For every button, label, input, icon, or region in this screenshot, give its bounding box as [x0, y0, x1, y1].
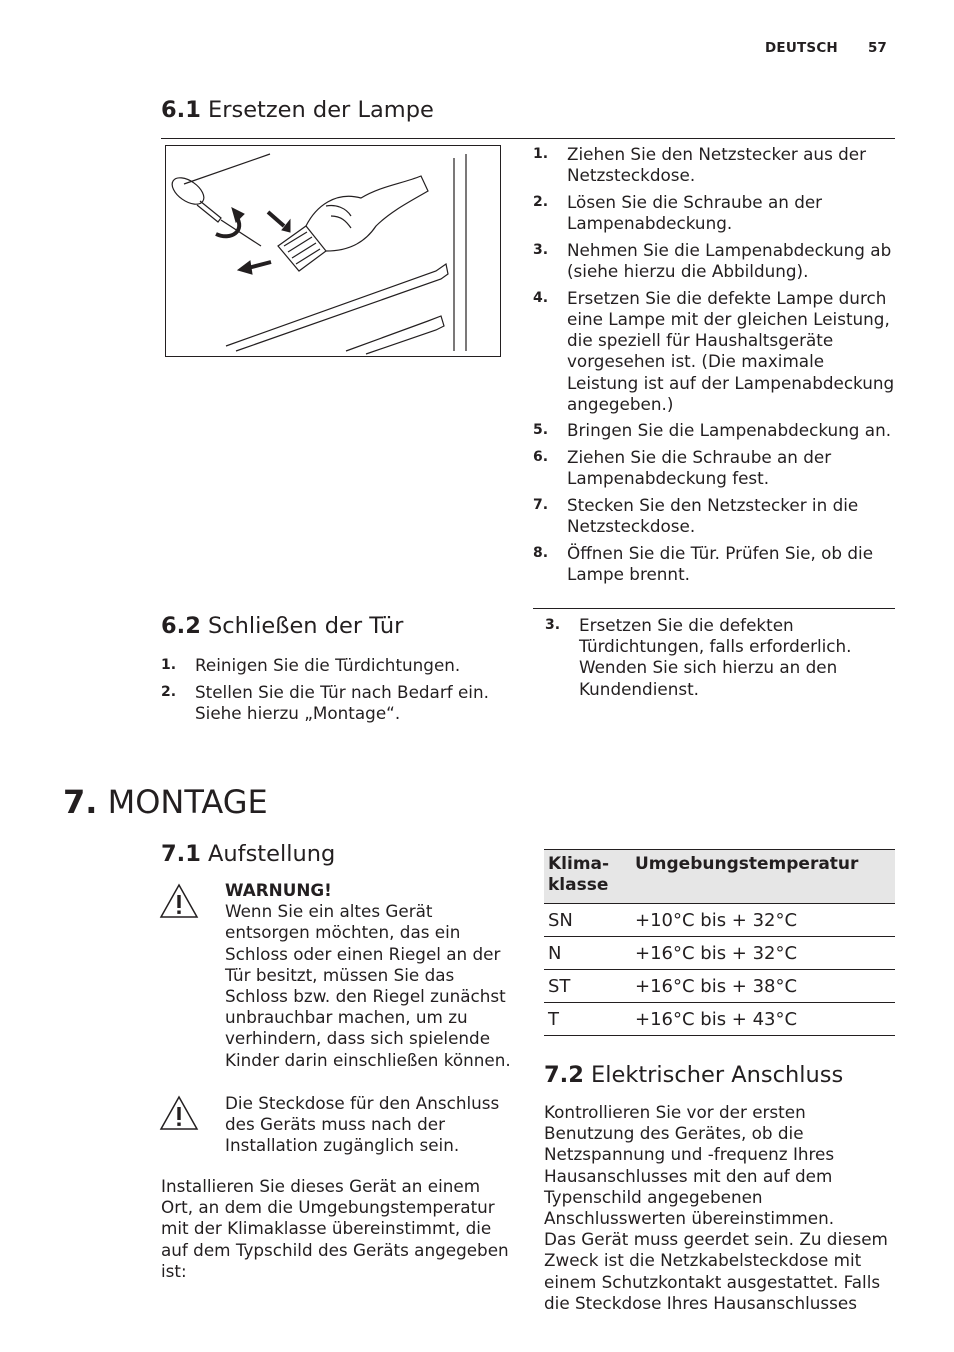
electrical-connection-text: [544, 1102, 895, 1314]
step-number: 3.: [545, 617, 561, 633]
table-row: [544, 1003, 895, 1036]
list-item: [533, 447, 895, 489]
step-number: 1.: [161, 657, 177, 673]
step-text: Ziehen Sie die Schraube an der Lampenabdeckung fest.: [567, 447, 832, 489]
table-cell: +16°C bis + 38°C: [631, 970, 895, 1003]
step-number: 7.: [533, 497, 549, 514]
list-item: [533, 543, 895, 585]
electrical-paragraph-1: Kontrollieren Sie vor der ersten Benutzung des Gerätes, ob die Netzspannung und -frequenz Ihres Hausanschlusses mit den auf dem Typenschild angegebenen Anschlusswerten übereinstimmen.: [544, 1102, 835, 1229]
step-text: Ziehen Sie den Netzstecker aus der Netzsteckdose.: [567, 144, 867, 186]
table-row: [544, 970, 895, 1003]
section-title: Schließen der Tür: [208, 613, 404, 639]
table-header-row: [544, 850, 895, 904]
warning-block: [225, 880, 513, 1071]
column-header: Umgebungstemperatur: [631, 850, 895, 904]
step-text: Bringen Sie die Lampenabdeckung an.: [567, 420, 892, 441]
table-cell: SN: [544, 904, 631, 937]
step-number: 8.: [533, 544, 549, 561]
section-6-1-heading: [161, 97, 434, 123]
table-cell: +10°C bis + 32°C: [631, 904, 895, 937]
lamp-replacement-illustration: [165, 145, 501, 357]
list-item: [161, 682, 506, 724]
list-item: [161, 655, 506, 676]
step-text: Lösen Sie die Schraube an der Lampenabdeckung.: [567, 191, 823, 234]
step-number: 4.: [533, 289, 549, 306]
step-text: Ersetzen Sie die defekte Lampe durch eine Lampe mit der gleichen Leistung, die speziell für Haushaltsgeräte vorgesehen ist. (Die maximale Leistung ist auf der Lampenabdeckung angegeben.): [567, 287, 895, 414]
caution-text: Die Steckdose für den Anschluss des Geräts muss nach der Installation zugänglich sein.: [225, 1093, 500, 1156]
list-item: [545, 615, 895, 700]
table-cell: ST: [544, 970, 631, 1003]
door-steps-list: [161, 655, 506, 730]
list-item: [533, 288, 895, 415]
table-row: [544, 937, 895, 970]
table-cell: +16°C bis + 43°C: [631, 1003, 895, 1036]
lamp-illustration-drawing: [166, 146, 500, 356]
section-6-2-heading: [161, 613, 403, 639]
section-title: Elektrischer Anschluss: [591, 1062, 844, 1088]
warning-title: WARNUNG!: [225, 880, 332, 900]
warning-triangle-icon: [159, 1095, 199, 1131]
door-steps-list-continued: [545, 615, 895, 705]
installation-paragraph: Installieren Sie dieses Gerät an einem Ort, an dem die Umgebungstemperatur mit der Klimaklasse übereinstimmt, die auf dem Typschild des Geräts angegeben ist:: [161, 1176, 509, 1281]
step-text: Ersetzen Sie die defekten Türdichtungen, falls erforderlich. Wenden Sie sich hierzu an den Kundendienst.: [579, 615, 852, 699]
warning-text: Wenn Sie ein altes Gerät entsorgen möchten, das ein Schloss oder einen Riegel an der Tür besitzt, müssen Sie das Schloss bzw. den Riegel zunächst unbrauchbar machen, um zu verhindern, dass sich spielende Kinder darin einschließen können.: [225, 901, 511, 1070]
table-row: [544, 904, 895, 937]
section-title: Ersetzen der Lampe: [208, 97, 434, 123]
step-number: 2.: [161, 683, 177, 700]
step-number: 3.: [533, 241, 549, 258]
list-item: [533, 144, 895, 186]
lamp-steps-list: [533, 144, 895, 591]
table-cell: +16°C bis + 32°C: [631, 937, 895, 970]
header-language: DEUTSCH: [765, 40, 838, 56]
step-text: Stellen Sie die Tür nach Bedarf ein. Siehe hierzu „Montage“.: [195, 681, 489, 723]
step-text: Stecken Sie den Netzstecker in die Netzsteckdose.: [567, 495, 859, 537]
section-rule: [533, 608, 895, 609]
step-text: Reinigen Sie die Türdichtungen.: [195, 655, 461, 675]
table-cell: T: [544, 1003, 631, 1036]
section-number: 7.1: [161, 841, 201, 867]
list-item: [533, 240, 895, 282]
step-number: 6.: [533, 449, 549, 466]
list-item: [533, 420, 895, 441]
column-header: Klima-klasse: [544, 850, 631, 904]
page-number: 57: [868, 40, 887, 56]
section-title: Aufstellung: [208, 841, 336, 867]
section-number: 7.2: [544, 1062, 584, 1088]
warning-triangle-icon: [159, 883, 199, 919]
list-item: [533, 192, 895, 234]
list-item: [533, 495, 895, 537]
electrical-paragraph-2: Das Gerät muss geerdet sein. Zu diesem Zweck ist die Netzkabelsteckdose mit einem Schutzkontakt ausgestattet. Falls die Steckdose Ihres Hausanschlusses: [544, 1229, 888, 1313]
step-number: 1.: [533, 146, 549, 162]
chapter-title: MONTAGE: [107, 783, 268, 821]
climate-class-table: [544, 849, 895, 1036]
step-number: 5.: [533, 422, 549, 439]
chapter-7-heading: [63, 783, 268, 821]
section-rule: [161, 138, 895, 139]
table-cell: N: [544, 937, 631, 970]
section-7-1-heading: [161, 841, 335, 867]
section-number: 6.2: [161, 613, 201, 639]
step-text: Öffnen Sie die Tür. Prüfen Sie, ob die Lampe brennt.: [567, 542, 874, 585]
step-text: Nehmen Sie die Lampenabdeckung ab (siehe hierzu die Abbildung).: [567, 239, 892, 282]
chapter-number: 7.: [63, 783, 98, 821]
step-number: 2.: [533, 193, 549, 210]
section-number: 6.1: [161, 97, 201, 123]
section-7-2-heading: [544, 1062, 843, 1088]
